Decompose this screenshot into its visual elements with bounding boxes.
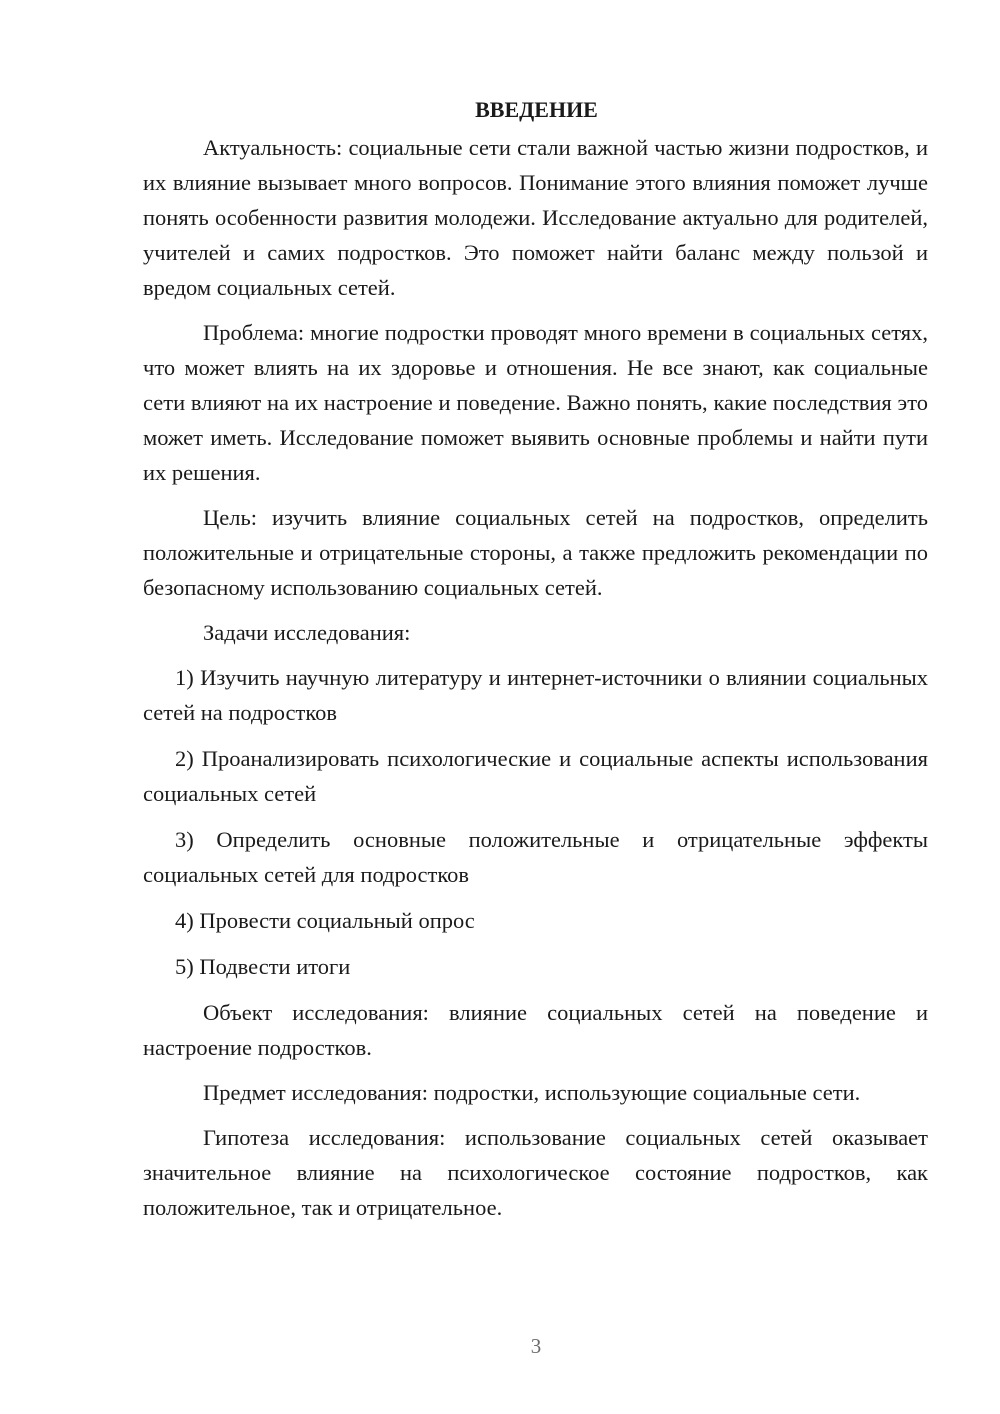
paragraph-subject: Предмет исследования: подростки, использующие социальные сети. bbox=[203, 1080, 861, 1105]
list-item: 4) Провести социальный опрос bbox=[175, 908, 475, 933]
paragraph-problem: Проблема: многие подростки проводят много времени в социальных сетях, что может влиять на их здоровье и отношения. Не все знают, как социальные сети влияют на их настроение и поведение. Важно понять, какие последствия это может иметь. Исследование поможет выявить основные проблемы и найти пути их решения. bbox=[143, 320, 928, 485]
paragraph-object: Объект исследования: влияние социальных сетей на поведение и настроение подростков. bbox=[143, 1000, 928, 1060]
page-title: ВВЕДЕНИЕ bbox=[475, 97, 598, 122]
paragraph-hypothesis: Гипотеза исследования: использование социальных сетей оказывает значительное влияние на психологическое состояние подростков, как положительное, так и отрицательное. bbox=[143, 1125, 928, 1220]
list-item: 5) Подвести итоги bbox=[175, 954, 351, 979]
list-item: 3) Определить основные положительные и отрицательные эффекты социальных сетей для подростков bbox=[143, 827, 928, 887]
page-content bbox=[143, 92, 928, 1235]
tasks-title: Задачи исследования: bbox=[203, 620, 411, 645]
paragraph-goal: Цель: изучить влияние социальных сетей на подростков, определить положительные и отрицательные стороны, а также предложить рекомендации по безопасному использованию социальных сетей. bbox=[143, 505, 928, 600]
list-item: 2) Проанализировать психологические и социальные аспекты использования социальных сетей bbox=[143, 746, 928, 806]
page-number: 3 bbox=[530, 1334, 542, 1358]
tasks-list bbox=[143, 660, 928, 984]
paragraph-relevance: Актуальность: социальные сети стали важной частью жизни подростков, и их влияние вызывает много вопросов. Понимание этого влияния поможет лучше понять особенности развития молодежи. Исследование актуально для родителей, учителей и самих подростков. Это поможет найти баланс между пользой и вредом социальных сетей. bbox=[143, 135, 928, 300]
list-item: 1) Изучить научную литературу и интернет-источники о влиянии социальных сетей на подростков bbox=[143, 665, 928, 725]
